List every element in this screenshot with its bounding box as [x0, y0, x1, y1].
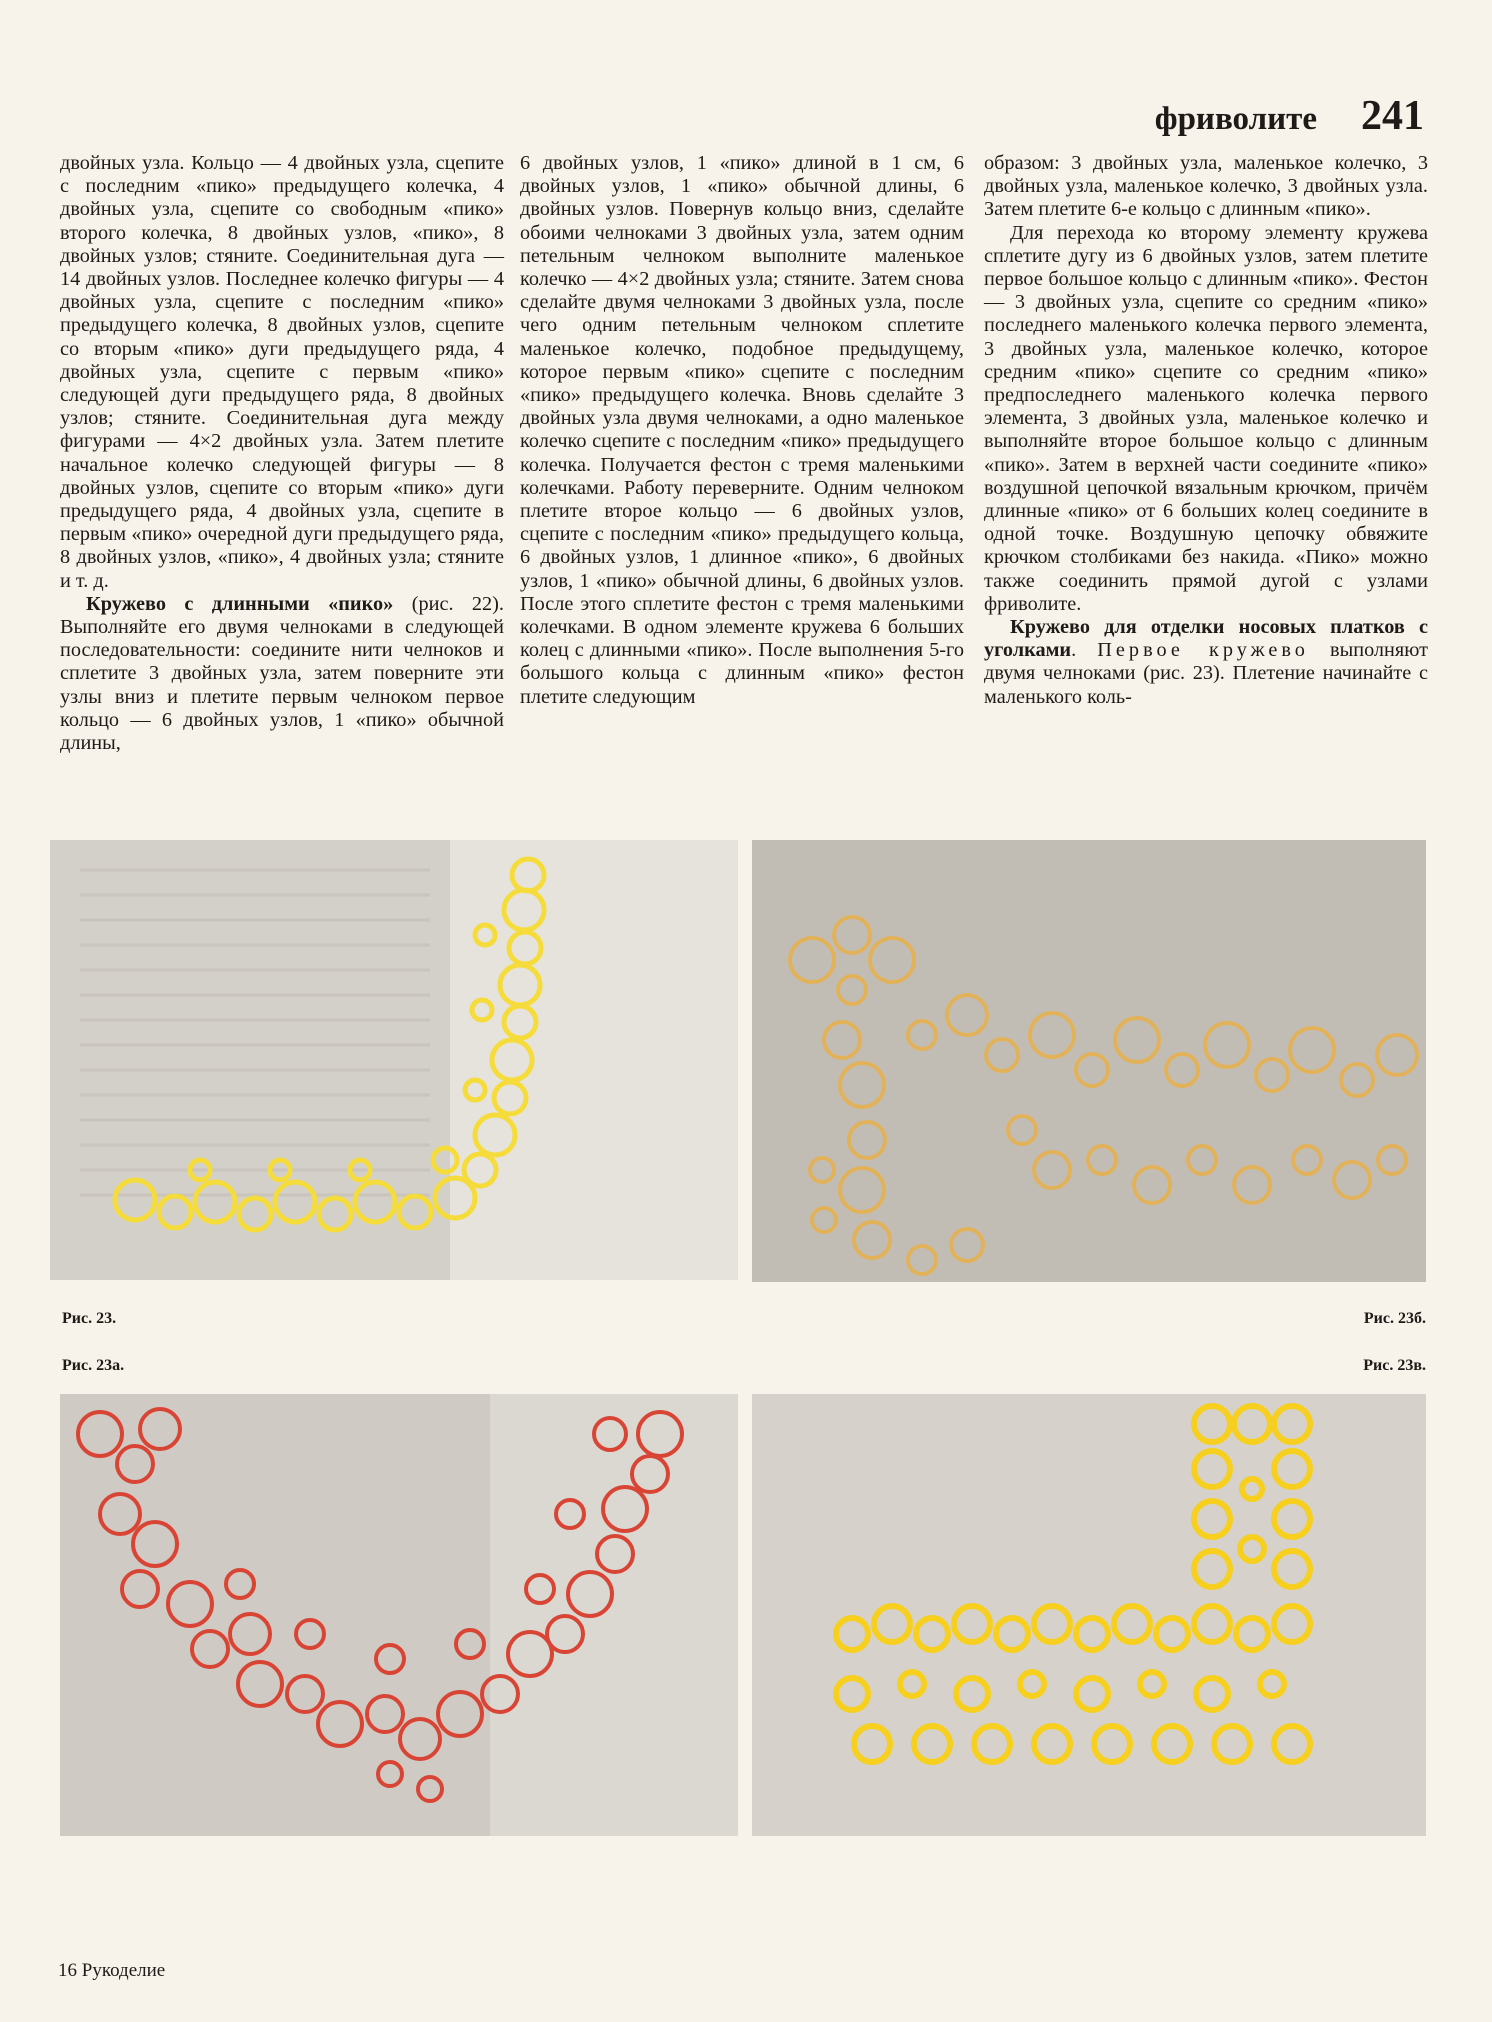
- photo-lace-fig23a: [60, 1394, 738, 1836]
- photo-lace-fig23: [50, 840, 738, 1280]
- paragraph-text: (рис. 22). Выполняйте его двумя челноками в следующей последовательности: соедините нити челноков и сплетите 3 двойных узла, затем поверните эти узлы вниз и плетите первым челноком первое кольцо — 6 двойных узлов, 1 «пико» обычной длины,: [60, 592, 504, 755]
- paragraph-text: выполняют двумя челноками (рис. 23). Плетение начинайте с маленького коль-: [984, 639, 1428, 708]
- subheading-long-picot: Кружево с длинными «пико»: [86, 592, 394, 615]
- caption-fig23b: Рис. 23б.: [1363, 1310, 1426, 1327]
- subheading-handkerchief-lace: Кружево для отделки носовых платков с уголками: [984, 616, 1428, 662]
- caption-fig23v: Рис. 23в.: [1363, 1357, 1426, 1374]
- caption-fig23: Рис. 23.: [62, 1310, 117, 1327]
- paragraph: [60, 593, 504, 755]
- photo-lace-fig23b: [752, 840, 1426, 1282]
- paragraph: [984, 616, 1428, 709]
- paragraph: Для перехода ко второму элементу кружева сплетите дугу из 6 двойных узлов, затем плетите первое большое кольцо с длинным «пико». Фестон — 3 двойных узла, сцепите со средним «пико» последнего маленького колечка первого элемента, 3 двойных узла, маленькое колечко, которое средним «пико» сцепите со средним «пико» предпоследнего маленького колечка первого элемента, 3 двойных узла, маленькое колечко и выполняйте второе большое кольцо с длинным «пико». Затем в верхней части соедините «пико» воздушной цепочкой вязальным крючком, причём длинные «пико» от 6 больших колец соедините в одной точке. Воздушную цепочку обвяжите крючком столбиками без накида. «Пико» можно также соединить прямой дугой с узлами фриволите.: [984, 221, 1428, 615]
- paragraph: образом: 3 двойных узла, маленькое колечко, 3 двойных узла, маленькое колечко, 3 двойных узла. Затем плетите 6-е кольцо с длинным «пико».: [984, 152, 1428, 221]
- paragraph: двойных узла. Кольцо — 4 двойных узла, сцепите с последним «пико» предыдущего колечка, 4 двойных узла, сцепите со свободным «пико» второго колечка, 8 двойных узлов, «пико», 8 двойных узлов; стяните. Соединительная дуга — 14 двойных узлов. Последнее колечко фигуры — 4 двойных узла, сцепите с последним «пико» предыдущего колечка, 8 двойных узлов, сцепите со вторым «пико» дуги предыдущего ряда, 4 двойных узла, сцепите с первым «пико» следующей дуги предыдущего ряда, 8 двойных узлов; стяните. Соединительная дуга между фигурами — 4×2 двойных узла. Затем плетите начальное колечко следующей фигуры — 8 двойных узлов, сцепите со вторым «пико» дуги предыдущего ряда, 4 двойных узла, сцепите в первым «пико» очередной дуги предыдущего ряда, 8 двойных узлов, «пико», 4 двойных узла; стяните и т. д.: [60, 152, 504, 592]
- photo-lace-fig23v: [752, 1394, 1426, 1836]
- running-header: [1155, 92, 1424, 140]
- text-column-1: [60, 152, 504, 755]
- punctuation: .: [1071, 639, 1098, 662]
- page-footer: 16 Рукоделие: [58, 1960, 166, 1981]
- paragraph: 6 двойных узлов, 1 «пико» длиной в 1 см, 6 двойных узлов, 1 «пико» обычной длины, 6 двойных узлов. Повернув кольцо вниз, сделайте обоими челноками 3 двойных узла, затем одним петельным челноком выполните маленькое колечко — 4×2 двойных узла; стяните. Затем снова сделайте двумя челноками 3 двойных узла, после чего одним петельным челноком сплетите маленькое колечко, подобное предыдущему, которое первым «пико» сцепите с последним «пико» предыдущего колечка. Вновь сделайте 3 двойных узла двумя челноками, а одно маленькое колечко сцепите с последним «пико» предыдущего колечка. Получается фестон с тремя маленькими колечками. Работу переверните. Одним челноком плетите второе кольцо — 6 двойных узлов, сцепите с последним «пико» предыдущего кольца, 6 двойных узлов, 1 длинное «пико», 6 двойных узлов, 1 «пико» обычной длины, 6 двойных узлов. После этого сплетите фестон с тремя маленькими колечками. В одном элементе кружева 6 больших колец с длинными «пико». После выполнения 5-го большого кольца с длинным «пико» фестон плетите следующим: [520, 152, 964, 708]
- page-number: 241: [1361, 93, 1424, 139]
- text-column-3: [984, 152, 1428, 709]
- caption-fig23a: Рис. 23а.: [62, 1357, 125, 1374]
- spaced-text: Первое кружево: [1097, 639, 1309, 662]
- text-column-2: [520, 152, 964, 709]
- section-title: фриволите: [1154, 101, 1317, 137]
